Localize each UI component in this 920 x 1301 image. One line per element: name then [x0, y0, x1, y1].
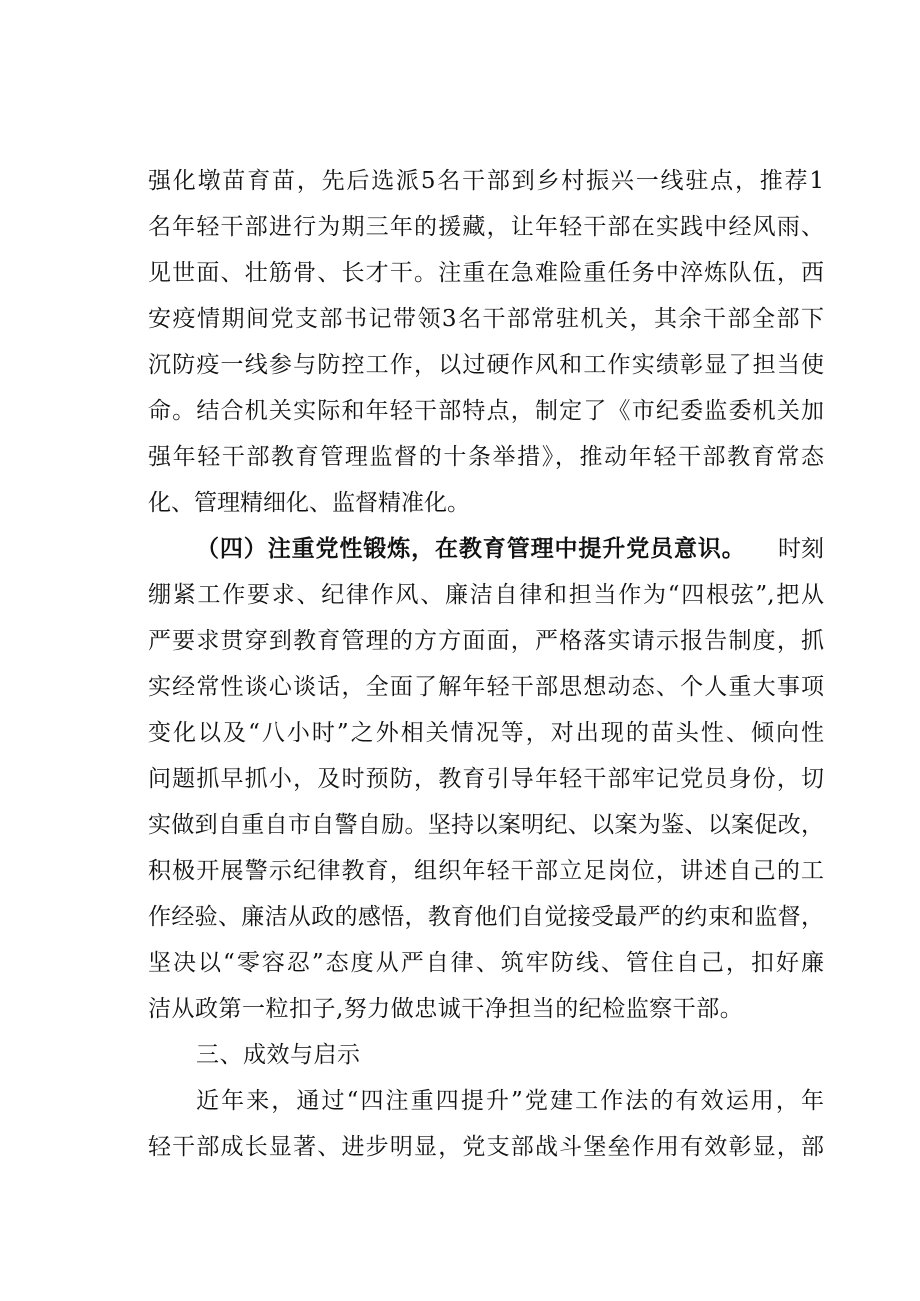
text-line-content: 命。结合机关实际和年轻干部特点，制定了《市纪委监委机关加 [148, 398, 824, 424]
text-line [0, 438, 920, 486]
text-line [0, 714, 920, 762]
text-line [0, 668, 920, 716]
text-line [0, 392, 920, 440]
text-line-content: 严要求贯穿到教育管理的方方面面，严格落实请示报告制度，抓 [148, 628, 824, 654]
text-line-content: 坚决以“零容忍”态度从严自律、筑牢防线、管住自己，扣好廉 [148, 950, 824, 976]
text-line-content: 见世面、壮筋骨、长才干。注重在急难险重任务中淬炼队伍，西 [148, 260, 824, 286]
text-line [0, 576, 920, 624]
text-line-content: 强年轻干部教育管理监督的十条举措》，推动年轻干部教育常态 [148, 444, 824, 470]
text-line [0, 346, 920, 394]
text-line-content: 强化墩苗育苗，先后选派5名干部到乡村振兴一线驻点，推荐1 [148, 168, 824, 194]
text-line-content: 变化以及“八小时”之外相关情况等，对出现的苗头性、倾向性 [148, 720, 824, 746]
section-four-bold-lead: （四）注重党性锻炼，在教育管理中提升党员意识。 [196, 535, 746, 562]
text-line-content: 轻干部成长显著、进步明显，党支部战斗堡垒作用有效彰显，部 [148, 1134, 824, 1160]
text-line-content: 近年来，通过“四注重四提升”党建工作法的有效运用，年 [196, 1088, 824, 1114]
text-line [0, 208, 920, 256]
text-line-content: 绷紧工作要求、纪律作风、廉洁自律和担当作为“四根弦”,把从 [148, 582, 824, 608]
text-line-content: 安疫情期间党支部书记带领3名干部常驻机关，其余干部全部下 [148, 306, 824, 332]
text-line [0, 1082, 920, 1130]
text-line-content: 沉防疫一线参与防控工作，以过硬作风和工作实绩彰显了担当使 [148, 352, 824, 378]
text-line [0, 852, 920, 900]
text-line [0, 898, 920, 946]
text-line-content: 洁从政第一粒扣子,努力做忠诚干净担当的纪检监察干部。 [148, 996, 744, 1022]
section-three-heading: 三、成效与启示 [196, 1042, 361, 1068]
text-line [0, 944, 920, 992]
text-line [0, 622, 920, 670]
text-line [0, 760, 920, 808]
text-line-content: 实做到自重自市自警自励。坚持以案明纪、以案为鉴、以案促改， [148, 812, 824, 838]
text-line-content: 积极开展警示纪律教育，组织年轻干部立足岗位，讲述自己的工 [148, 858, 824, 884]
text-line-content: 名年轻干部进行为期三年的援藏，让年轻干部在实践中经风雨、 [148, 214, 824, 240]
text-line-content: 实经常性谈心谈话，全面了解年轻干部思想动态、个人重大事项 [148, 674, 824, 700]
section-four-rest: 时刻 [778, 536, 824, 562]
text-line [0, 1128, 920, 1176]
section-three-heading-line [0, 1036, 920, 1084]
text-line-content: 问题抓早抓小，及时预防，教育引导年轻干部牢记党员身份，切 [148, 766, 824, 792]
text-line-content: 作经验、廉洁从政的感悟，教育他们自觉接受最严的约束和监督， [148, 904, 824, 930]
section-four-first-line [0, 530, 920, 578]
text-line [0, 990, 920, 1038]
text-line [0, 162, 920, 210]
text-line [0, 254, 920, 302]
text-line [0, 300, 920, 348]
text-line-content: 化、管理精细化、监督精准化。 [148, 490, 470, 516]
text-line [0, 806, 920, 854]
text-line [0, 484, 920, 532]
